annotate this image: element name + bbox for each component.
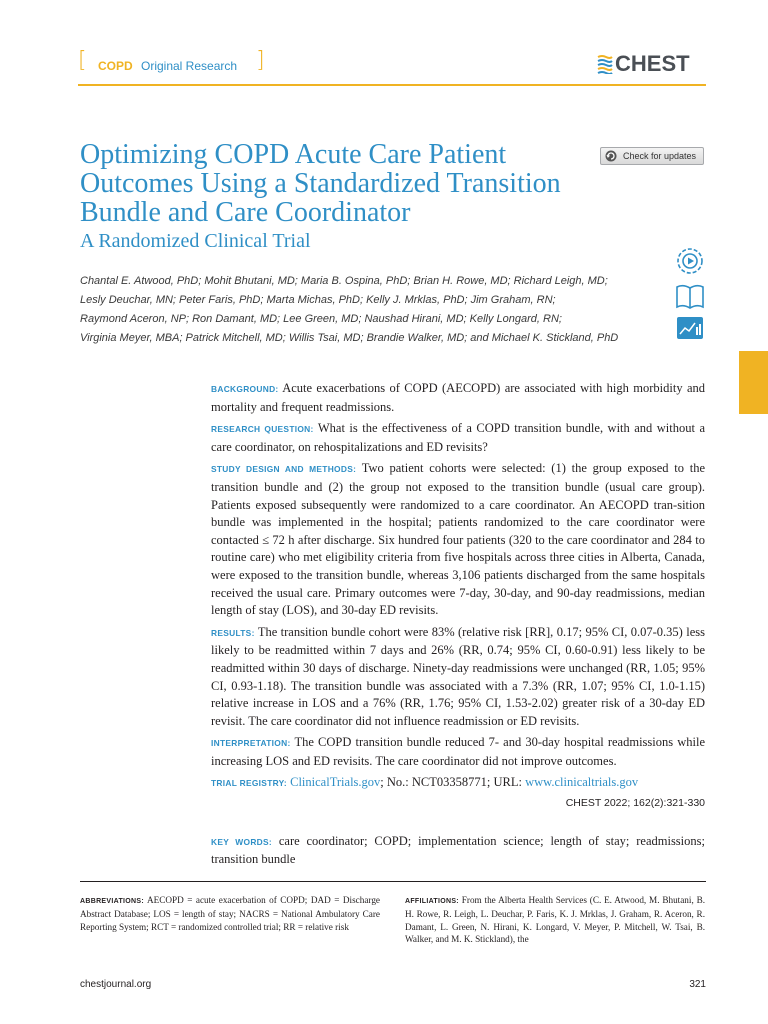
chest-logo-icon [597, 54, 613, 74]
header-rule [78, 84, 706, 86]
methods-label: STUDY DESIGN AND METHODS: [211, 464, 357, 475]
question-label: RESEARCH QUESTION: [211, 424, 314, 435]
registry-url-link[interactable]: www.clinicaltrials.gov [525, 775, 639, 790]
affiliations-footnote [405, 894, 705, 946]
author-list [80, 272, 670, 348]
chest-logo-text: CHEST [615, 51, 690, 76]
abstract-results [211, 624, 705, 731]
open-book-icon[interactable] [675, 282, 705, 310]
registry-text: ; No.: NCT03358771; URL: [380, 775, 526, 790]
abstract-interpretation [211, 734, 705, 770]
footnote-rule [80, 881, 706, 882]
abstract [211, 380, 705, 873]
updates-icon [605, 150, 617, 162]
header-bracket-right: ] [256, 48, 265, 73]
abbreviations-footnote [80, 894, 380, 933]
abbreviations-label: ABBREVIATIONS: [80, 898, 144, 905]
registry-link[interactable]: ClinicalTrials.gov [290, 775, 381, 790]
methods-text: Two patient cohorts were selected: (1) the group exposed to the transition bundle and (2) the group not exposed to the transition bundle (usual care group). Patients exposed subsequently were randomized to a care coordinator. An AECOPD tran-sition bundle was implemented in the hospital; patients randomized to the care coordinator were contacted ≤ 72 h after discharge. Six hundred four patients (320 to the care coordinator and 284 to routine care) who met eligibility criteria from five hospitals across three cities in Alberta, Canada, were exposed to the transition bundle, whereas 3,106 patients discharged from the same hospitals received the usual care. Primary outcomes were 7-day, 30-day, and 90-day readmissions, median length of stay (LOS), and 30-day ED revisits. [211, 461, 706, 618]
results-label: RESULTS: [211, 627, 255, 638]
journal-site[interactable]: chestjournal.org [80, 979, 152, 990]
video-icon[interactable] [675, 246, 705, 276]
chest-logo [597, 51, 690, 77]
affiliations-text: From the Alberta Health Services (C. E. Atwood, M. Bhutani, B. H. Rowe, R. Leigh, L. Deuchar, P. Faris, K. J. Mrklas, J. Graham, R. Aceron, R. Damant, L. Green, N. Hirani, K. Longard, V. Meyer, P. Mitchell, W. Tsai, B. Walker, and M. K. Stickland), the [405, 895, 706, 945]
results-text: The transition bundle cohort were 83% (relative risk [RR], 0.17; 95% CI, 0.07-0.35) less likely to be readmitted within 7 days and 26% (RR, 0.74; 95% CI, 0.60-0.91) less likely to be readmitted within 30 days of discharge. Ninety-day readmissions were unchanged (RR, 1.05; 95% CI, 0.93-1.18). The transition bundle was associated with a 7.3% (RR, 1.07; 95% CI, 1.0-1.15) relative increase in LOS and a 76% (RR, 1.76; 95% CI, 1.53-2.02) greater risk of a 30-day ED revisit. The care coordinator did not influence readmission or ED revisits. [211, 624, 705, 728]
check-for-updates-label: Check for updates [623, 151, 697, 161]
article-subtitle: A Randomized Clinical Trial [80, 230, 311, 252]
affiliations-label: AFFILIATIONS: [405, 898, 459, 905]
keywords [211, 833, 705, 869]
abbreviations-text: AECOPD = acute exacerbation of COPD; DAD = Discharge Abstract Database; LOS = length of stay; NACRS = National Ambulatory Care Reporting System; RCT = randomized controlled trial; RR = relative risk [80, 895, 380, 932]
abstract-background [211, 380, 705, 416]
author-line: Raymond Aceron, NP; Ron Damant, MD; Lee Green, MD; Naushad Hirani, MD; Kelly Longard, RN; [80, 313, 562, 325]
keywords-label: KEY WORDS: [211, 836, 272, 847]
question-text: What is the effectiveness of a COPD transition bundle, with and without a care coordinator, on rehospitalizations and ED revisits? [211, 421, 705, 454]
page-number: 321 [689, 979, 706, 990]
abstract-methods [211, 460, 705, 619]
abstract-registry [211, 774, 705, 793]
article-title: Optimizing COPD Acute Care Patient Outcomes Using a Standardized Transition Bundle and Care Coordinator [80, 139, 561, 228]
header-category: COPD [98, 59, 133, 73]
check-for-updates-button[interactable] [600, 147, 704, 165]
registry-label: TRIAL REGISTRY: [211, 778, 287, 789]
header-bracket-left: [ [78, 48, 87, 73]
author-line: Lesly Deuchar, MN; Peter Faris, PhD; Marta Michas, PhD; Kelly J. Mrklas, PhD; Jim Graham, RN; [80, 294, 556, 306]
section-tab [739, 351, 768, 414]
interpretation-label: INTERPRETATION: [211, 738, 291, 749]
interpretation-text: The COPD transition bundle reduced 7- and 30-day hospital readmissions while increasing LOS and ED revisits. The care coordinator did not improve outcomes. [211, 735, 705, 768]
background-label: BACKGROUND: [211, 384, 279, 394]
citation: CHEST 2022; 162(2):321-330 [565, 797, 705, 810]
author-line: Chantal E. Atwood, PhD; Mohit Bhutani, MD; Maria B. Ospina, PhD; Brian H. Rowe, MD; Richard Leigh, MD; [80, 275, 608, 287]
infographic-icon[interactable] [675, 315, 705, 341]
header-article-type: Original Research [141, 59, 238, 73]
author-line: Virginia Meyer, MBA; Patrick Mitchell, MD; Willis Tsai, MD; Brandie Walker, MD; and Michael K. Stickland, PhD [80, 332, 619, 344]
background-text: Acute exacerbations of COPD (AECOPD) are associated with high morbidity and mortality and frequent readmissions. [211, 381, 705, 414]
keywords-text: care coordinator; COPD; implementation science; length of stay; readmissions; transition bundle [211, 833, 705, 867]
abstract-question [211, 420, 705, 456]
